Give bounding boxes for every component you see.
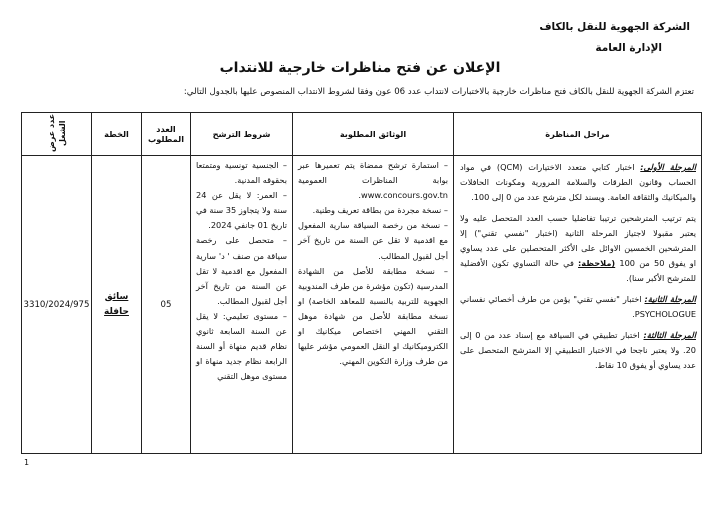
note-text: في حالة التساوي تكون الأفضلية للمترشح الأكبر سنا). xyxy=(460,258,696,283)
table-row xyxy=(22,156,702,454)
ranking-paragraph xyxy=(460,211,696,286)
header-stages: مراحل المناظرة xyxy=(454,113,702,156)
condition-item: – متحصل على رخصة سياقة من صنف ' د' سارية المفعول مع اقدمية لا تقل عن السنة من تاريخ آخر أجل لقبول المطالب. xyxy=(196,235,287,306)
condition-item: – مستوى تعليمي: لا يقل عن السنة السابعة ثانوي نظام قديم منهاة أو السنة الرابعة نظام جديد منهاة او مستوى موهل التقني xyxy=(196,310,287,382)
department-name: الإدارة العامة xyxy=(595,42,662,54)
header-count-line1: العدد xyxy=(156,124,176,134)
condition-item: – الجنسية تونسية ومتمتعا بحقوقه المدنية. xyxy=(196,160,287,186)
condition-item: – العمر: لا يقل عن 24 سنة ولا يتجاوز 35 سنة في تاريخ 01 جانفي 2024. xyxy=(196,190,287,231)
header-offer-number xyxy=(22,113,92,156)
stage-3-text: اختبار تطبيقي في السياقة مع إسناد عدد من 0 إلى 20. ولا يعتبر ناجحا في الاختبار التطبيقي إلا المترشح المتحصل على عدد يساوي أو يفوق 10 نقاط. xyxy=(460,330,696,370)
stage-2 xyxy=(460,292,696,322)
document-item: – نسخة من رخصة السياقة سارية المفعول مع اقدمية لا تقل عن السنة من تاريخ آخر أجل لقبول المطالب. xyxy=(298,220,448,261)
count-cell: 05 xyxy=(142,156,191,454)
ranking-text: يتم ترتيب المترشحين ترتيبا تفاضليا حسب العدد المتحصل عليه ولا يعتبر مقبولا لاجتياز المرحلة الثانية (اختبار "نفسي تقني") إلا المترشحين الخمسين الاوائل على الأكثر المتحصلين على عدد يساوي او يفوق 50 من 100 xyxy=(460,213,697,268)
offer-number-cell xyxy=(22,156,92,454)
header-count xyxy=(142,113,191,156)
stage-1-label: المرحلة الأولى: xyxy=(640,162,696,172)
page-title: الإعلان عن فتح مناظرات خارجية للانتداب xyxy=(219,60,501,76)
offer-number: 3310/2024/975 xyxy=(23,299,90,310)
stage-2-label: المرحلة الثانية: xyxy=(644,294,696,304)
table-header-row xyxy=(22,113,702,156)
note-label: (ملاحظة: xyxy=(578,258,616,268)
documents-cell xyxy=(293,156,454,454)
header-count-line2: المطلوب xyxy=(147,134,185,144)
stage-1 xyxy=(460,160,696,205)
stage-1-text: اختبار كتابي متعدد الاختيارات (QCM) في مواد الحساب وقانون الطرقات والسلامة المرورية ومكونات الحافلات والميكانيك والثقافة العامة. ويسند لكل مترشح عدد من 0 إلى 100. xyxy=(460,162,696,202)
document-item: – استمارة ترشح ممضاة يتم تعميرها عبر بوابة المناظرات العمومية www.concours.gov.tn. xyxy=(298,160,448,201)
page-number: 1 xyxy=(24,458,30,467)
recruitment-table xyxy=(21,112,702,454)
header-documents: الوثائق المطلوبة xyxy=(293,113,454,156)
header-conditions: شروط الترشح xyxy=(191,113,293,156)
document-item: – نسخة مطابقة للأصل من الشهادة المدرسية (تكون مؤشرة من طرف المندوبية الجهوية للتربية بالنسبة للمعاهد الخاصة) او نسخة مطابقة للأصل من شهادة موهل التقني المهني اختصاص ميكانيك او الكتروميكانيك او النقل العمومي مؤشر عليها من طرف وزارة التكوين المهني. xyxy=(298,265,448,367)
intro-text: تعتزم الشركة الجهوية للنقل بالكاف فتح مناظرات خارجية بالاختبارات لانتداب عدد 06 عون وفقا لشروط الانتداب المنصوص عليها بالجدول التالي: xyxy=(183,87,694,97)
header-offer-number-text: عدد عرض الشغل xyxy=(46,113,67,153)
document-item: – نسخة مجردة من بطاقة تعريف وطنية. xyxy=(312,205,448,216)
stage-3-label: المرحلة الثالثة: xyxy=(643,330,696,340)
header-position: الخطة xyxy=(92,113,142,156)
stages-cell xyxy=(454,156,702,454)
stage-3 xyxy=(460,328,696,373)
company-name: الشركة الجهوية للنقل بالكاف xyxy=(539,21,690,33)
stage-2-text: اختبار "نفسي تقني" يؤمن من طرف أخصائي نفساني PSYCHOLOGUE. xyxy=(460,294,696,319)
conditions-cell xyxy=(191,156,293,454)
position-cell: سائق حافلة xyxy=(92,156,142,454)
